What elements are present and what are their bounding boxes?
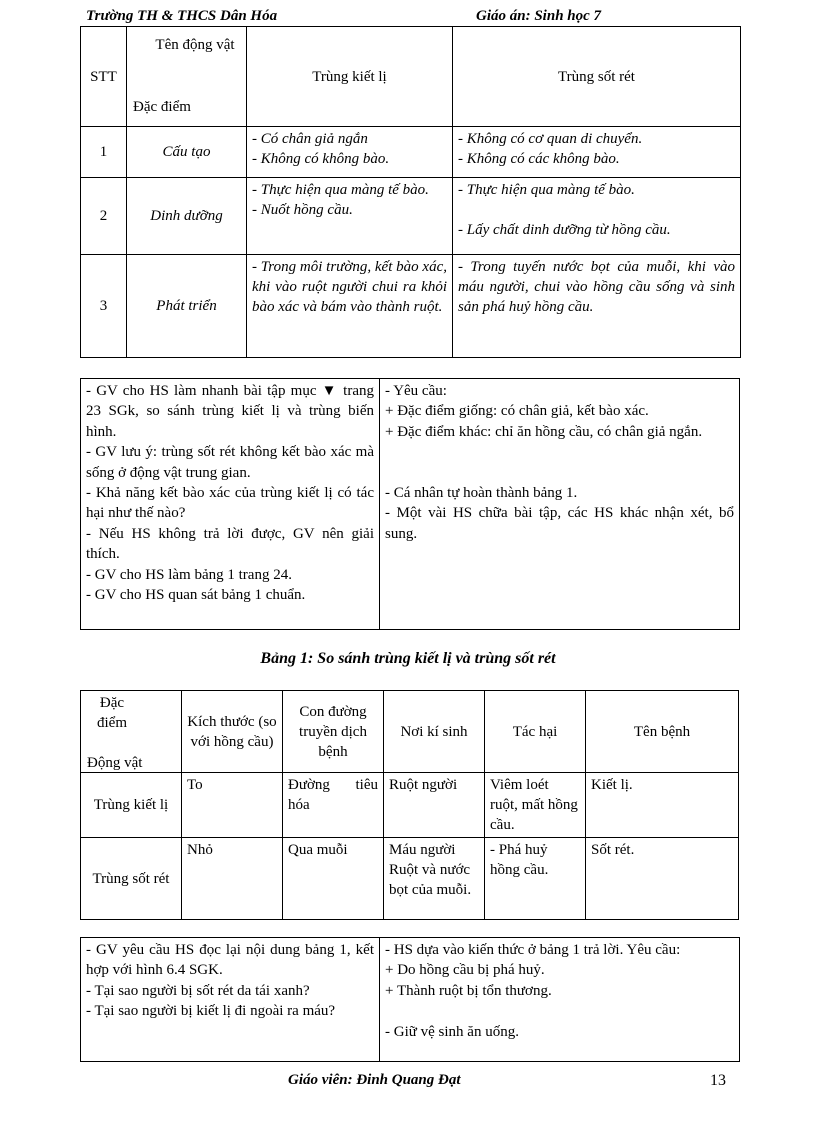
malaria-cell: - Không có cơ quan di chuyển. - Không có các không bào. xyxy=(453,127,741,178)
student-activity: - HS dựa vào kiến thức ở bảng 1 trả lời. Yêu cầu: + Do hồng cầu bị phá huỷ. + Thành ruột bị tổn thương. - Giữ vệ sinh ăn uống. xyxy=(385,942,681,1040)
route-cell: Qua muỗi xyxy=(283,838,384,920)
teacher-activity: - GV cho HS làm nhanh bài tập mục ▼ trang 23 SGk, so sánh trùng kiết lị và trùng biến hình. - GV lưu ý: trùng sốt rét không kết bào xác mà sống ở động vật trung gian. - Khả năng kết bào xác của trùng kiết lị có tác hại như thế nào? - Nếu HS không trả lời được, GV nên giải thích. - GV cho HS làm bảng 1 trang 24. - GV cho HS quan sát bảng 1 chuẩn. xyxy=(86,383,374,604)
activity-box-1 xyxy=(80,378,740,630)
harm-cell: - Phá huỷ hồng cầu. xyxy=(485,838,586,920)
col-header-route: Con đường truyền dịch bệnh xyxy=(283,691,384,773)
col-header-size: Kích thước (so với hồng cầu) xyxy=(182,691,283,773)
table1-header-row xyxy=(81,27,741,127)
malaria-cell: - Trong tuyến nước bọt của muỗi, khi vào máu người, chui vào hồng cầu sống và sinh sản phá huỷ hồng cầu. xyxy=(453,255,741,358)
comparison-table-2 xyxy=(80,690,739,920)
harm-cell: Viêm loét ruột, mất hồng cầu. xyxy=(485,773,586,838)
stt-header: STT xyxy=(81,27,127,127)
header-animal-name: Tên động vật xyxy=(155,37,235,53)
host-cell: Ruột người xyxy=(384,773,485,838)
table-row xyxy=(81,127,741,178)
row-number: 2 xyxy=(81,178,127,255)
diagonal-header-cell xyxy=(81,691,182,773)
row-number: 3 xyxy=(81,255,127,358)
page-number: 13 xyxy=(710,1072,726,1089)
header-feature: Đặc điểm xyxy=(133,99,191,115)
table-caption: Bảng 1: So sánh trùng kiết lị và trùng sốt rét xyxy=(260,650,556,667)
header-school: Trường TH & THCS Dân Hóa xyxy=(86,8,278,24)
row-feature: Dinh dưỡng xyxy=(127,178,247,255)
route-cell: Đường tiêu hóa xyxy=(283,773,384,838)
row-number: 1 xyxy=(81,127,127,178)
teacher-activity: - GV yêu cầu HS đọc lại nội dung bảng 1, kết hợp với hình 6.4 SGK. - Tại sao người bị sốt rét da tái xanh? - Tại sao người bị kiết lị đi ngoài ra máu? xyxy=(86,942,374,1020)
col-header-harm: Tác hại xyxy=(485,691,586,773)
diagonal-header-cell xyxy=(127,27,247,127)
host-cell: Máu người Ruột và nước bọt của muỗi. xyxy=(384,838,485,920)
table-row xyxy=(81,838,739,920)
col-header-disease: Tên bệnh xyxy=(586,691,739,773)
table-row xyxy=(81,178,741,255)
comparison-table-1 xyxy=(80,26,741,358)
col-header-malaria: Trùng sốt rét xyxy=(453,27,741,127)
col-header-dysentery: Trùng kiết lị xyxy=(247,27,453,127)
table2-header-row xyxy=(81,691,739,773)
dysentery-cell: - Thực hiện qua màng tế bào. - Nuốt hồng cầu. xyxy=(247,178,453,255)
student-activity: - Yêu cầu: + Đặc điểm giống: có chân giả, kết bào xác. + Đặc điểm khác: chỉ ăn hồng cầu, có chân giả ngắn. - Cá nhân tự hoàn thành bảng 1. - Một vài HS chữa bài tập, các HS khác nhận xét, bổ sung. xyxy=(385,383,734,542)
animal-name: Trùng sốt rét xyxy=(81,838,182,920)
col-header-host: Nơi kí sinh xyxy=(384,691,485,773)
malaria-cell: - Thực hiện qua màng tế bào. - Lấy chất dinh dưỡng từ hồng cầu. xyxy=(453,178,741,255)
header-feature: Đặc điểm xyxy=(97,695,127,731)
dysentery-cell: - Có chân giả ngắn - Không có không bào. xyxy=(247,127,453,178)
header-subject: Giáo án: Sinh học 7 xyxy=(476,8,602,24)
header-animal: Động vật xyxy=(87,755,143,771)
disease-cell: Sốt rét. xyxy=(586,838,739,920)
row-feature: Phát triển xyxy=(127,255,247,358)
dysentery-cell: - Trong môi trường, kết bào xác, khi vào ruột người chui ra khỏi bào xác và bám vào thành ruột. xyxy=(247,255,453,358)
table-row xyxy=(81,255,741,358)
activity-box-2 xyxy=(80,937,740,1062)
disease-cell: Kiết lị. xyxy=(586,773,739,838)
row-feature: Cấu tạo xyxy=(127,127,247,178)
table-row xyxy=(81,773,739,838)
size-cell: To xyxy=(182,773,283,838)
footer-teacher: Giáo viên: Đinh Quang Đạt xyxy=(288,1072,461,1088)
size-cell: Nhỏ xyxy=(182,838,283,920)
animal-name: Trùng kiết lị xyxy=(81,773,182,838)
